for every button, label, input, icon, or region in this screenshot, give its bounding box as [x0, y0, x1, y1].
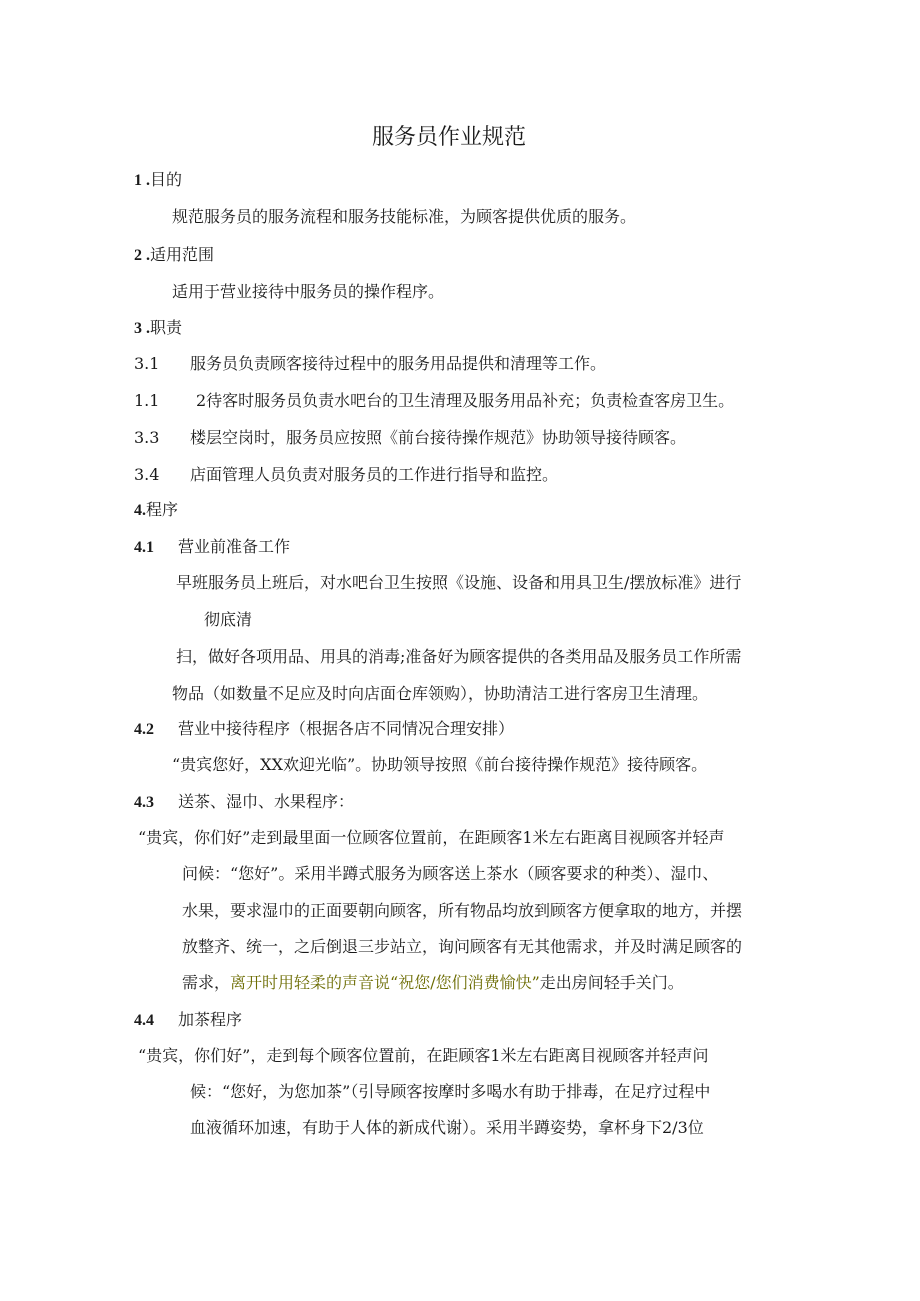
section-number: 1 — [134, 172, 142, 189]
subsection-4-4-heading — [134, 1010, 242, 1031]
highlighted-text: 离开时用轻柔的声音说“祝您/您们消费愉快” — [230, 973, 540, 992]
list-item — [134, 354, 606, 374]
text-run: 需求， — [182, 973, 231, 992]
paragraph-line: 早班服务员上班后，对水吧台卫生按照《设施、设备和用具卫生/摆放标准》进行 — [176, 573, 742, 592]
section-title: 适用范围 — [150, 245, 215, 264]
section-number: 2 — [134, 247, 142, 264]
subsection-title: 营业中接待程序（根据各店不同情况合理安排） — [178, 719, 515, 738]
item-number: 3.4 — [134, 465, 160, 484]
subsection-number: 4.2 — [134, 721, 154, 738]
section-title: 程序 — [146, 500, 179, 519]
section-3-heading — [134, 318, 182, 339]
paragraph-line: “贵宾您好，XX欢迎光临”。协助领导按照《前台接待操作规范》接待顾客。 — [172, 755, 708, 774]
paragraph-line — [182, 973, 684, 993]
section-separator: . — [142, 172, 150, 189]
paragraph-line: “贵宾，你们好”，走到每个顾客位置前，在距顾客1米左右距离目视顾客并轻声问 — [138, 1046, 709, 1065]
section-2-heading — [134, 245, 214, 266]
paragraph-line: 彻底清 — [204, 610, 253, 629]
subsection-title: 加茶程序 — [178, 1010, 243, 1029]
section-1-paragraph: 规范服务员的服务流程和服务技能标准，为顾客提供优质的服务。 — [172, 207, 637, 226]
subsection-4-3-heading — [134, 792, 354, 813]
item-number: 1.1 — [134, 391, 160, 410]
paragraph-line: 放整齐、统一，之后倒退三步站立，询问顾客有无其他需求，并及时满足顾客的 — [182, 937, 743, 956]
paragraph-line: 物品（如数量不足应及时向店面仓库领购），协助清洁工进行客房卫生清理。 — [172, 684, 709, 703]
subsection-4-1-heading — [134, 537, 290, 558]
item-text: 店面管理人员负责对服务员的工作进行指导和监控。 — [190, 465, 559, 484]
item-number: 3.3 — [134, 428, 160, 447]
subsection-number: 4.3 — [134, 794, 154, 811]
item-text: 2待客时服务员负责水吧台的卫生清理及服务用品补充；负责检查客房卫生。 — [196, 391, 735, 410]
section-1-heading — [134, 170, 182, 191]
paragraph-line: 候：“您好，为您加茶”（引导顾客按摩时多喝水有助于排毒，在足疗过程中 — [190, 1082, 711, 1101]
item-number: 3.1 — [134, 354, 160, 373]
section-2-paragraph: 适用于营业接待中服务员的操作程序。 — [172, 282, 445, 301]
section-separator: . — [142, 320, 150, 337]
section-separator: . — [142, 247, 150, 264]
paragraph-line: 扫，做好各项用品、用具的消毒;准备好为顾客提供的各类用品及服务员工作所需 — [176, 647, 742, 666]
section-number: 4. — [134, 502, 146, 519]
paragraph-line: 水果，要求湿巾的正面要朝向顾客，所有物品均放到顾客方便拿取的地方，并摆 — [182, 901, 743, 920]
subsection-title: 营业前准备工作 — [178, 537, 291, 556]
paragraph-line: 问候：“您好”。采用半蹲式服务为顾客送上茶水（顾客要求的种类）、湿巾、 — [182, 864, 719, 883]
subsection-number: 4.4 — [134, 1012, 154, 1029]
list-item — [134, 428, 686, 448]
item-text: 楼层空岗时，服务员应按照《前台接待操作规范》协助领导接待顾客。 — [190, 428, 687, 447]
paragraph-line: “贵宾，你们好”走到最里面一位顾客位置前，在距顾客1米左右距离目视顾客并轻声 — [138, 828, 725, 847]
subsection-number: 4.1 — [134, 539, 154, 556]
item-text: 服务员负责顾客接待过程中的服务用品提供和清理等工作。 — [190, 354, 607, 373]
subsection-title: 送茶、湿巾、水果程序： — [178, 792, 355, 811]
list-item — [134, 391, 734, 411]
text-run: 走出房间轻手关门。 — [539, 973, 684, 992]
section-4-heading — [134, 500, 178, 521]
section-title: 目的 — [150, 170, 183, 189]
list-item — [134, 465, 558, 485]
section-number: 3 — [134, 320, 142, 337]
paragraph-line: 血液循环加速，有助于人体的新成代谢）。采用半蹲姿势，拿杯身下2/3位 — [190, 1118, 704, 1137]
section-title: 职责 — [150, 318, 183, 337]
subsection-4-2-heading — [134, 719, 514, 740]
page-title: 服务员作业规范 — [372, 125, 527, 150]
